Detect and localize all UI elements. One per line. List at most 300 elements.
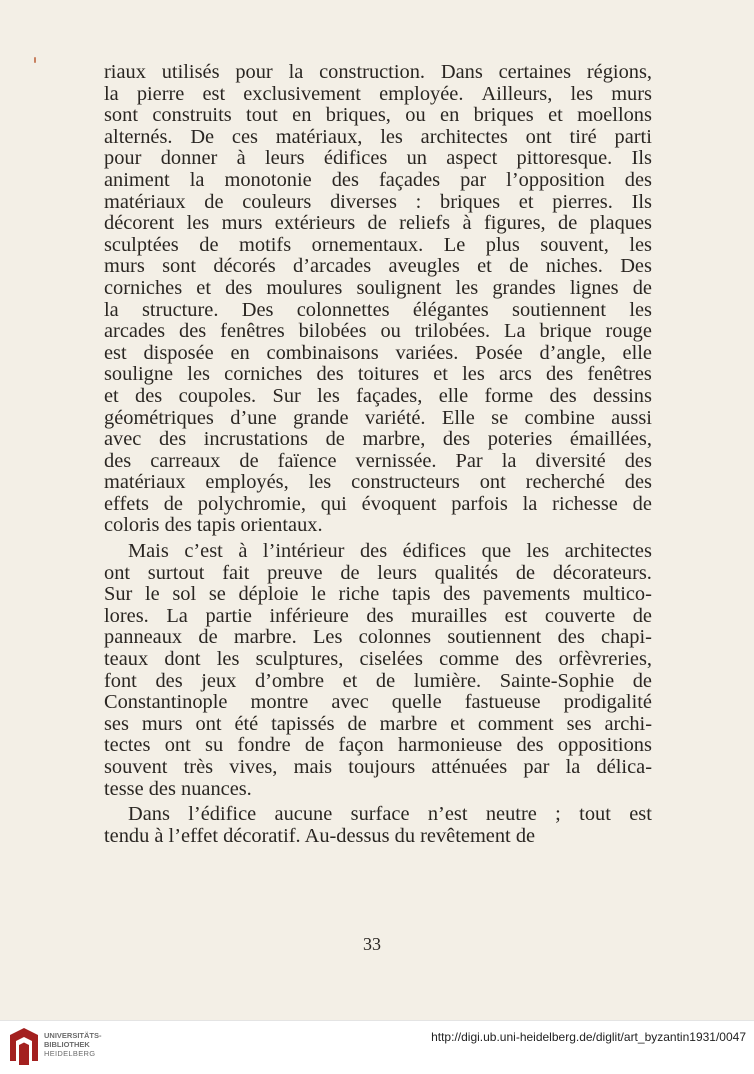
word: surtout [147, 561, 205, 584]
word: jeux [201, 669, 237, 692]
word: colonnes [358, 626, 432, 649]
word: matériaux, [275, 125, 363, 148]
word: soutiennent [447, 626, 542, 649]
word: est [202, 82, 226, 105]
word: multico- [582, 583, 652, 606]
word: Posée [475, 341, 523, 364]
word: parti [614, 125, 652, 148]
word: souvent, [540, 233, 609, 256]
word: de [632, 276, 652, 299]
word: n’est [427, 803, 468, 826]
word: de [204, 190, 224, 213]
text-line: coloris des tapis orientaux. [104, 514, 323, 537]
word: les [570, 82, 594, 105]
word: arcs [498, 363, 532, 386]
word: qualités [434, 561, 499, 584]
word: certaines [498, 61, 572, 83]
word: édifices [402, 540, 467, 563]
logo-line: BIBLIOTHEK [44, 1040, 90, 1049]
word: chapi- [601, 626, 652, 649]
word: combine [524, 406, 595, 429]
word: parfois [451, 492, 508, 515]
word: surface [350, 803, 410, 826]
word: des [359, 540, 388, 563]
logo-line: HEIDELBERG [44, 1049, 96, 1058]
word: qui [320, 492, 347, 515]
word: les [308, 471, 332, 494]
word: figures, [483, 212, 546, 235]
word: et [518, 190, 534, 213]
word: tiré [569, 125, 597, 148]
word: décorent [104, 212, 175, 235]
word: oppositions [557, 734, 652, 757]
word: employée. [379, 82, 464, 105]
word: leurs [377, 561, 417, 584]
word: structure. [142, 298, 219, 321]
word: tapissés [271, 712, 335, 735]
word: les [462, 363, 485, 386]
word: rouge [605, 320, 652, 343]
word: d’ombre [254, 669, 325, 692]
word: motifs [239, 233, 292, 256]
word: façon [338, 734, 384, 757]
word: niches. [545, 255, 603, 278]
word: ont [164, 734, 191, 757]
word: comme [439, 648, 500, 671]
word: quelle [391, 691, 442, 714]
word: Le [443, 233, 466, 256]
word: Dans [128, 803, 170, 826]
word: ou [405, 104, 426, 127]
text-line: tesse des nuances. [104, 777, 252, 800]
text-line [104, 735, 652, 757]
word: avec [331, 691, 369, 714]
word: des [225, 276, 253, 299]
word: la [288, 61, 304, 83]
word: d’arcades [293, 255, 372, 278]
word: Ils [631, 147, 652, 170]
text-line [104, 62, 652, 84]
word: inférieure [269, 604, 349, 627]
word: souligne [104, 363, 174, 386]
word: employés, [205, 471, 289, 494]
text-line [104, 256, 652, 278]
word: disposée [143, 341, 214, 364]
word: à [236, 147, 246, 170]
word: et [477, 255, 492, 278]
word: constructeurs [351, 471, 460, 494]
word: dont [164, 648, 201, 671]
word: l’intérieur [262, 540, 345, 563]
word: sont [104, 104, 138, 127]
word: riaux [104, 61, 146, 83]
word: sol [172, 583, 197, 606]
word: fenêtres [220, 320, 285, 343]
word: Sur [104, 583, 133, 606]
word: Ailleurs, [481, 82, 553, 105]
word: décorateurs. [552, 561, 652, 584]
word: monotonie [224, 168, 312, 191]
word: géométriques [104, 406, 214, 429]
word: toitures [357, 363, 420, 386]
word: Mais [128, 540, 169, 563]
word: preuve [267, 561, 323, 584]
source-url[interactable]: http://digi.ub.uni-heidelberg.de/diglit/art_byzantin1931/0047 [431, 1030, 746, 1044]
word: des [331, 168, 359, 191]
word: marbre. [233, 626, 297, 649]
text-line [104, 649, 652, 671]
word: des [366, 604, 394, 627]
word: murailles [411, 604, 488, 627]
word: et [342, 669, 358, 692]
word: que [481, 540, 512, 563]
university-library-logo-icon [8, 1025, 40, 1067]
word: vernissée. [355, 449, 437, 472]
word: couleurs [242, 190, 312, 213]
word: des [545, 363, 574, 386]
text-line [104, 692, 652, 714]
word: tapis [391, 583, 431, 606]
word: marbre, [362, 428, 426, 451]
word: lores. [104, 604, 149, 627]
word: murs [611, 82, 652, 105]
text-line [104, 429, 652, 451]
word: brique [539, 320, 592, 343]
word: carreaux [150, 449, 221, 472]
word: régions, [586, 61, 652, 83]
word: pierre [136, 82, 185, 105]
word: souvent [104, 756, 168, 778]
word: variété. [364, 406, 426, 429]
word: aspect [446, 147, 498, 170]
word: soutiennent [512, 298, 607, 321]
word: prodigalité [563, 691, 652, 714]
word: la [565, 756, 581, 778]
word: est [629, 803, 652, 826]
text-line [104, 84, 652, 106]
word: façades, [356, 384, 423, 407]
word: : [415, 190, 422, 213]
word: leurs [264, 147, 305, 170]
word: murs [221, 212, 263, 235]
word: Sur [272, 384, 301, 407]
word: et [450, 712, 465, 735]
word: d’une [230, 406, 277, 429]
word: très [183, 756, 214, 778]
word: murs [141, 712, 183, 735]
word: des [624, 471, 652, 494]
word: partie [205, 604, 252, 627]
word: reliefs [399, 212, 451, 235]
word: teaux [104, 648, 149, 671]
word: grandes [492, 276, 556, 299]
word: ces [231, 125, 258, 148]
word: ont [525, 125, 552, 148]
word: des [104, 449, 132, 472]
word: variées. [395, 341, 459, 364]
word: sont [162, 255, 197, 278]
word: des [557, 626, 585, 649]
word: polychromie, [197, 492, 306, 515]
word: alternés. [104, 125, 173, 148]
word: Constantinople [104, 691, 228, 714]
word: des [155, 669, 183, 692]
word: évoquent [361, 492, 437, 515]
word: vives, [229, 756, 278, 778]
word: ont [104, 561, 131, 584]
text-line [104, 804, 652, 826]
word: de [340, 561, 360, 584]
word: architectes [564, 540, 652, 563]
word: fenêtres [587, 363, 652, 386]
word: briques, [325, 104, 391, 127]
word: matériaux [104, 190, 186, 213]
word: diverses [330, 190, 397, 213]
word: neutre [485, 803, 537, 826]
word: l’opposition [506, 168, 605, 191]
word: ont [479, 471, 506, 494]
text-line [104, 714, 652, 736]
word: des [549, 384, 577, 407]
text-line [104, 757, 652, 779]
word: les [455, 276, 479, 299]
word: décorés [213, 255, 276, 278]
word: donner [160, 147, 218, 170]
word: murs [104, 255, 145, 278]
word: des [179, 320, 207, 343]
word: sculptées [104, 233, 179, 256]
word: couverte [544, 604, 616, 627]
word: exclusivement [243, 82, 361, 105]
word: pavements [482, 583, 571, 606]
word: Dans [440, 61, 483, 83]
word: Des [241, 298, 274, 321]
word: grande [293, 406, 349, 429]
word: Elle [441, 406, 475, 429]
word: les [186, 212, 210, 235]
word: la [104, 298, 119, 321]
word: matériaux [104, 471, 186, 494]
word: colonnettes [296, 298, 390, 321]
word: des [516, 734, 544, 757]
word: aucune [274, 803, 333, 826]
word: des [316, 363, 344, 386]
word: édifices [323, 147, 388, 170]
word: aveugles [388, 255, 460, 278]
text-line [104, 584, 652, 606]
word: les [629, 298, 652, 321]
word: combinaisons [266, 341, 379, 364]
word: ses [104, 712, 129, 735]
word: Des [620, 255, 652, 278]
word: des [158, 428, 187, 451]
word: à [462, 212, 472, 235]
text-line [104, 105, 652, 127]
word: élégantes [412, 298, 489, 321]
word: de [632, 604, 652, 627]
word: de [515, 561, 536, 584]
word: corniches [224, 363, 303, 386]
word: pittoresque. [516, 147, 613, 170]
word: utilisés [161, 61, 220, 83]
word: soulignent [356, 276, 442, 299]
word: Sainte-Sophie [499, 669, 615, 692]
word: tout [579, 803, 611, 826]
word: orfèvreries, [558, 648, 652, 671]
text-line [104, 235, 652, 257]
word: animent [104, 168, 170, 191]
word: briques [440, 190, 501, 213]
word: trilobées. [414, 320, 491, 343]
text-line [104, 300, 652, 322]
text-line [104, 386, 652, 408]
word: de [163, 492, 183, 515]
word: harmonieuse [397, 734, 503, 757]
word: Ils [631, 190, 652, 213]
word: la [501, 449, 517, 472]
word: De [190, 125, 215, 148]
word: de [632, 669, 652, 692]
word: diversité [535, 449, 606, 472]
word: par [460, 168, 487, 191]
word: richesse [552, 492, 618, 515]
word: émaillées, [569, 428, 652, 451]
text-line [104, 364, 652, 386]
word: déploie [238, 583, 299, 606]
text-line [104, 213, 652, 235]
word: architectes [420, 125, 508, 148]
text-line [104, 472, 652, 494]
text-line [104, 451, 652, 473]
word: font [104, 669, 137, 692]
word: en [440, 104, 460, 127]
word: de [367, 212, 387, 235]
word: le [144, 583, 160, 606]
word: le [311, 583, 326, 606]
word: des [442, 428, 471, 451]
text-line [104, 494, 652, 516]
word: toujours [348, 756, 416, 778]
word: plaques [589, 212, 652, 235]
word: et [548, 104, 563, 127]
word: construits [152, 104, 232, 127]
word: incrustations [203, 428, 308, 451]
text-line [104, 606, 652, 628]
word: façades [378, 168, 441, 191]
word: tectes [104, 734, 151, 757]
word: moulures [266, 276, 343, 299]
word: pour [235, 61, 273, 83]
word: des [135, 384, 163, 407]
text-line [104, 148, 652, 170]
word: arcades [104, 320, 166, 343]
word: plus [485, 233, 520, 256]
word: aussi [611, 406, 652, 429]
word: les [187, 363, 210, 386]
text-line [104, 278, 652, 300]
word: elle [622, 341, 652, 364]
word: en [230, 341, 250, 364]
library-logo-text [44, 1031, 102, 1058]
word: poteries [487, 428, 553, 451]
word: archi- [604, 712, 652, 735]
body-text [104, 62, 652, 847]
word: briques [473, 104, 534, 127]
footer-bar [0, 1020, 754, 1074]
word: de [239, 449, 259, 472]
text-line [104, 170, 652, 192]
word: moellons [577, 104, 652, 127]
word: se [208, 583, 226, 606]
paper-speck [34, 57, 36, 63]
word: c’est [184, 540, 223, 563]
word: comment [477, 712, 554, 735]
word: faïence [277, 449, 337, 472]
logo-line: UNIVERSITÄTS- [44, 1031, 102, 1040]
word: de [198, 626, 218, 649]
word: d’angle, [539, 341, 606, 364]
word: construction. [319, 61, 426, 83]
text-line [104, 408, 652, 430]
word: délica- [596, 756, 652, 778]
word: de [347, 712, 367, 735]
word: marbre [379, 712, 438, 735]
text-line [104, 321, 652, 343]
word: des [624, 449, 652, 472]
word: de [509, 255, 529, 278]
word: de [632, 492, 652, 515]
word: été [234, 712, 259, 735]
word: en [292, 104, 312, 127]
word: un [406, 147, 427, 170]
word: forme [484, 384, 534, 407]
text-line [104, 127, 652, 149]
word: ont [195, 712, 222, 735]
word: recherché [525, 471, 605, 494]
word: mais [293, 756, 333, 778]
word: à [238, 540, 248, 563]
word: l’édifice [188, 803, 257, 826]
word: La [166, 604, 188, 627]
word: fastueuse [464, 691, 541, 714]
text-line [104, 541, 652, 563]
word: extérieurs [274, 212, 356, 235]
text-line [104, 627, 652, 649]
text-line [104, 563, 652, 585]
word: la [104, 82, 119, 105]
word: montre [250, 691, 309, 714]
page-number: 33 [363, 934, 381, 954]
word: dessins [592, 384, 652, 407]
text-line [104, 192, 652, 214]
word: atténuées [431, 756, 508, 778]
word: de [304, 734, 325, 757]
word: les [216, 648, 240, 671]
word: et [433, 363, 448, 386]
word: et [196, 276, 211, 299]
word: effets [104, 492, 149, 515]
word: tout [246, 104, 278, 127]
word: la [189, 168, 205, 191]
word: riche [338, 583, 380, 606]
text-line: tendu à l’effet décoratif. Au-dessus du revêtement de [104, 824, 536, 847]
word: ornementaux. [311, 233, 424, 256]
word: de [325, 428, 345, 451]
word: ; [555, 803, 561, 826]
text-line [104, 343, 652, 365]
word: lignes [569, 276, 619, 299]
word: coupoles. [178, 384, 257, 407]
